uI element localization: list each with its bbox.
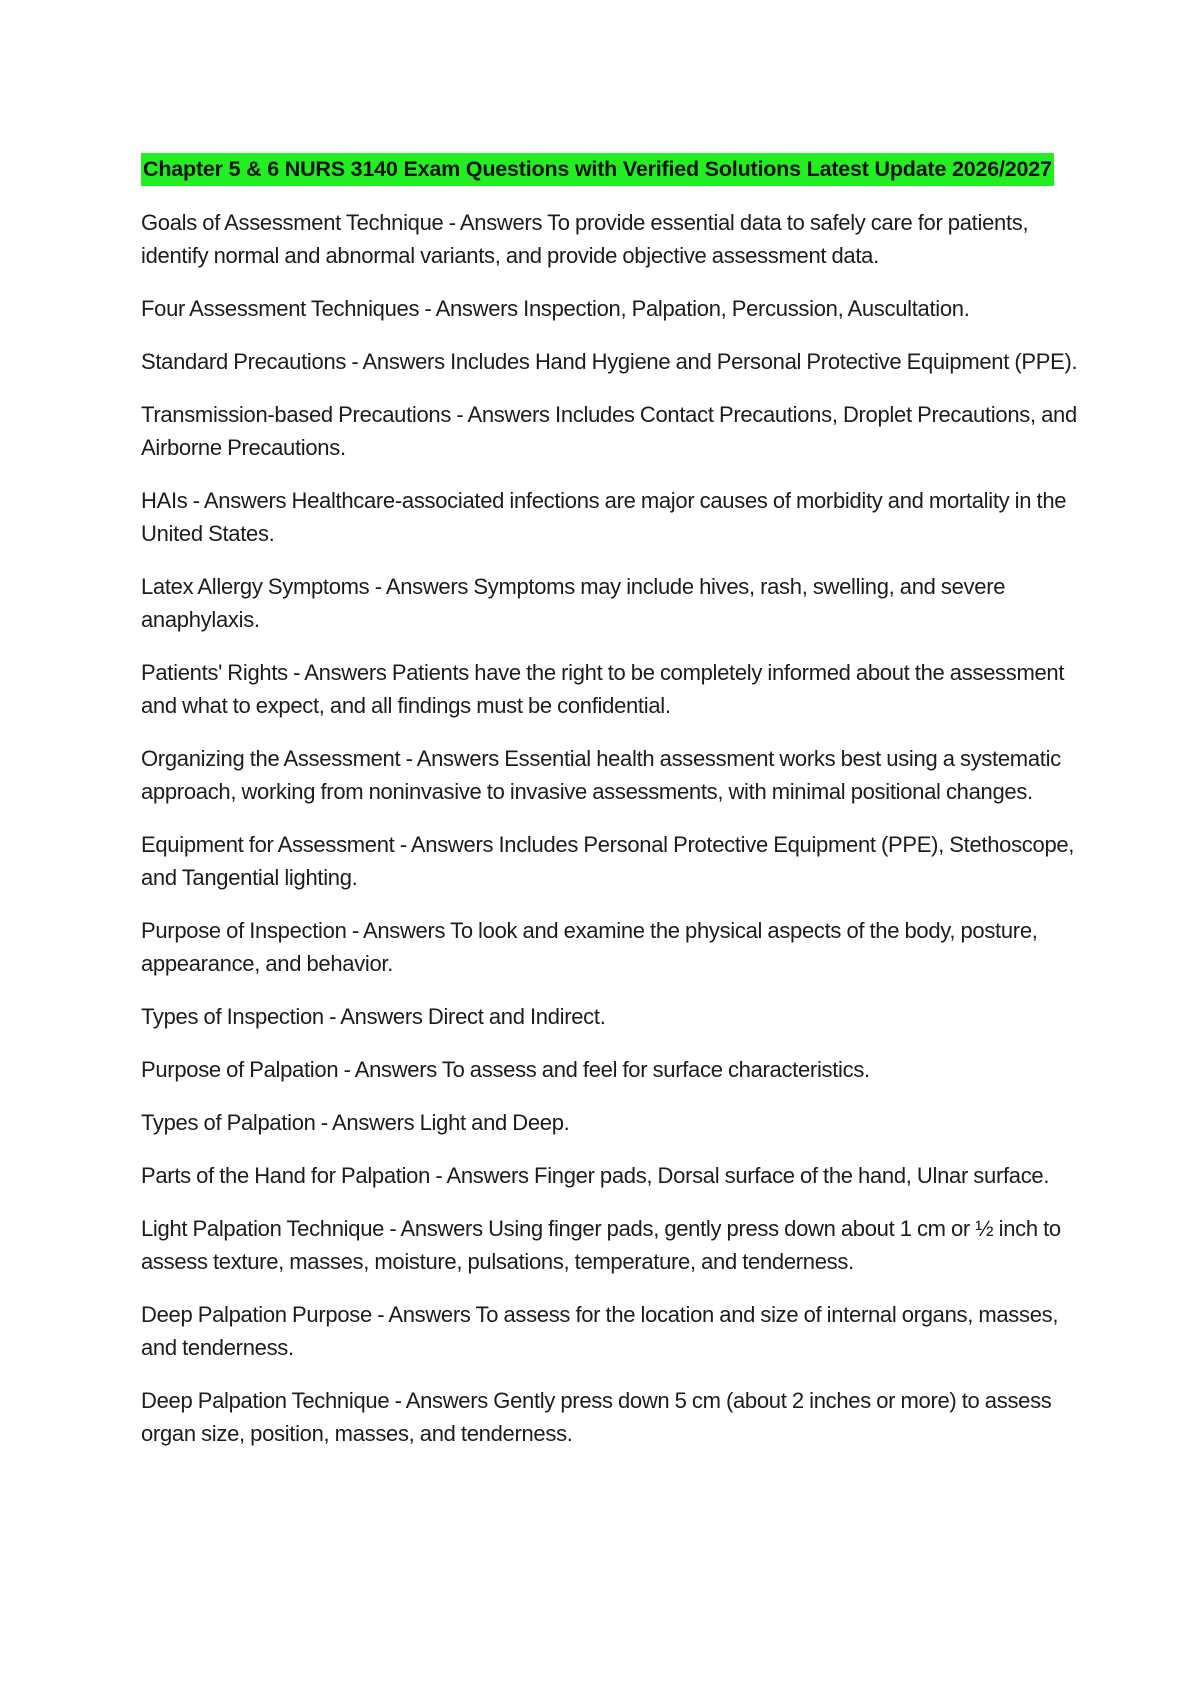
qa-entry: Purpose of Inspection - Answers To look and examine the physical aspects of the body, posture, appearance, and behavior. xyxy=(141,918,1038,976)
title-block xyxy=(141,152,1081,189)
qa-entry: Organizing the Assessment - Answers Essential health assessment works best using a systematic approach, working from noninvasive to invasive assessments, with minimal positional changes. xyxy=(141,746,1061,804)
qa-entry: Deep Palpation Technique - Answers Gently press down 5 cm (about 2 inches or more) to assess organ size, position, masses, and tenderness. xyxy=(141,1388,1052,1446)
qa-entry: Four Assessment Techniques - Answers Inspection, Palpation, Percussion, Auscultation. xyxy=(141,296,970,321)
qa-entry: Standard Precautions - Answers Includes Hand Hygiene and Personal Protective Equipment (PPE). xyxy=(141,349,1078,374)
qa-entry: Deep Palpation Purpose - Answers To assess for the location and size of internal organs, masses, and tenderness. xyxy=(141,1302,1059,1360)
qa-entry: Equipment for Assessment - Answers Includes Personal Protective Equipment (PPE), Stethoscope, and Tangential lighting. xyxy=(141,832,1075,890)
qa-entry: Parts of the Hand for Palpation - Answers Finger pads, Dorsal surface of the hand, Ulnar surface. xyxy=(141,1163,1050,1188)
qa-entry: Patients' Rights - Answers Patients have the right to be completely informed about the assessment and what to expect, and all findings must be confidential. xyxy=(141,660,1065,718)
qa-entry: Types of Inspection - Answers Direct and Indirect. xyxy=(141,1004,606,1029)
qa-entry: Transmission-based Precautions - Answers Includes Contact Precautions, Droplet Precautions, and Airborne Precautions. xyxy=(141,402,1077,460)
qa-entry: HAIs - Answers Healthcare-associated infections are major causes of morbidity and mortality in the United States. xyxy=(141,488,1067,546)
qa-entry: Latex Allergy Symptoms - Answers Symptoms may include hives, rash, swelling, and severe anaphylaxis. xyxy=(141,574,1006,632)
qa-list xyxy=(141,206,1081,1450)
document-page xyxy=(141,152,1081,1470)
document-title: Chapter 5 & 6 NURS 3140 Exam Questions with Verified Solutions Latest Update 2026/2027 xyxy=(141,153,1054,186)
qa-entry: Goals of Assessment Technique - Answers To provide essential data to safely care for patients, identify normal and abnormal variants, and provide objective assessment data. xyxy=(141,210,1029,268)
qa-entry: Light Palpation Technique - Answers Using finger pads, gently press down about 1 cm or ½ inch to assess texture, masses, moisture, pulsations, temperature, and tenderness. xyxy=(141,1216,1061,1274)
qa-entry: Types of Palpation - Answers Light and Deep. xyxy=(141,1110,570,1135)
qa-entry: Purpose of Palpation - Answers To assess and feel for surface characteristics. xyxy=(141,1057,870,1082)
